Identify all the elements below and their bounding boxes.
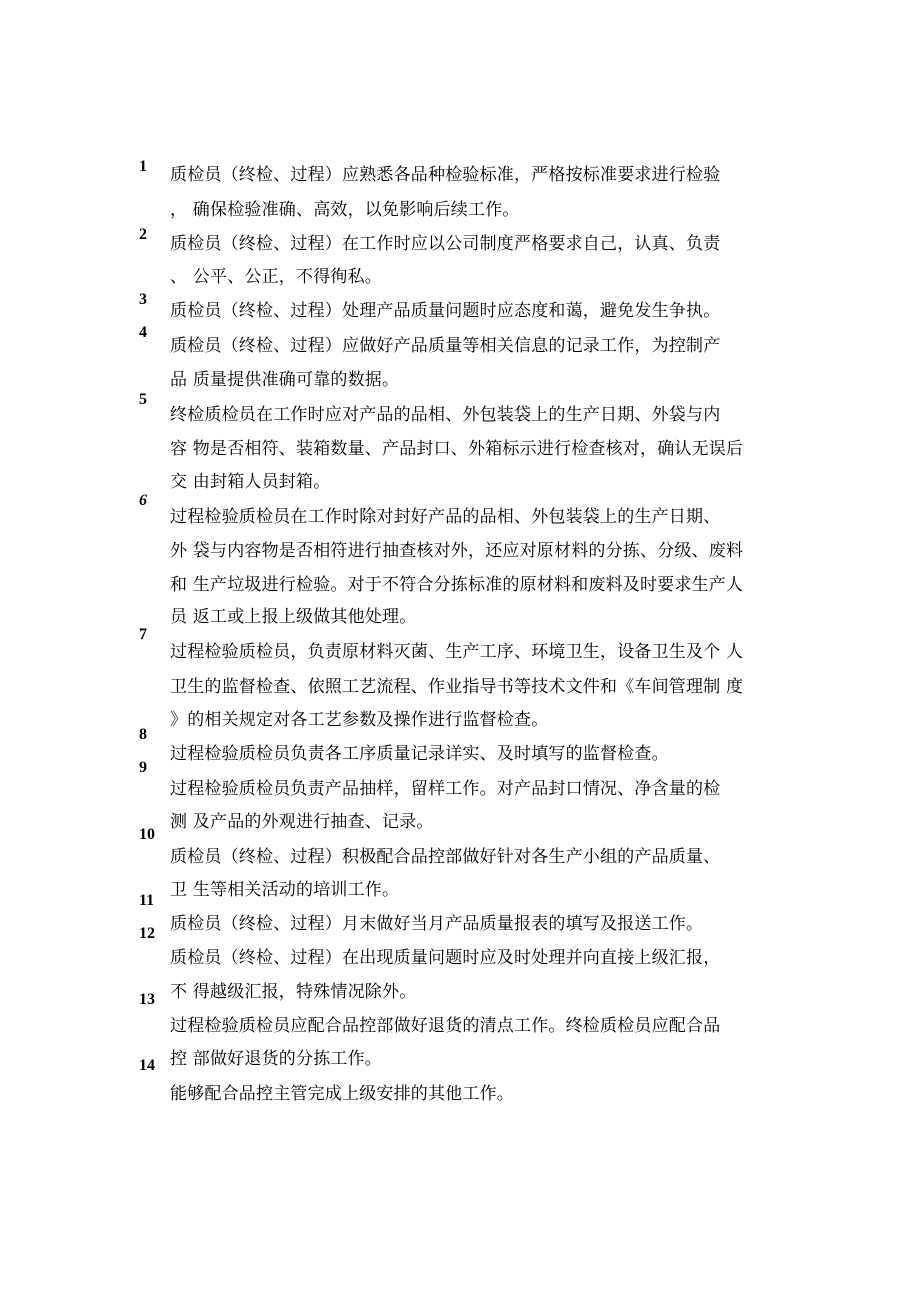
item-text-line: 控 部做好退货的分拣工作。 <box>170 1049 383 1069</box>
item-text-line: 质检员（终检、过程）应做好产品质量等相关信息的记录工作，为控制产 <box>170 336 721 356</box>
item-number: 7 <box>139 626 147 643</box>
item-text-line: 员 返工或上报上级做其他处理。 <box>170 607 417 627</box>
item-text-line: 质检员（终检、过程）处理产品质量问题时应态度和蔼，避免发生争执。 <box>170 301 721 321</box>
item-text-line: 质检员（终检、过程）在出现质量问题时应及时处理并向直接上级汇报， <box>170 948 721 968</box>
item-number: 4 <box>139 324 147 341</box>
item-number: 11 <box>139 892 155 909</box>
item-text-line: 过程检验质检员应配合品控部做好退货的清点工作。终检质检员应配合品 <box>170 1016 721 1036</box>
item-text-line: 容 物是否相符、装箱数量、产品封口、外箱标示进行检查核对，确认无误后 <box>170 439 744 459</box>
item-number: 9 <box>139 759 147 776</box>
item-text-line: 过程检验质检员在工作时除对封好产品的品相、外包装袋上的生产日期、 <box>170 507 721 527</box>
item-text-line: 、 公平、公正，不得徇私。 <box>170 267 383 287</box>
item-number: 10 <box>139 826 155 843</box>
item-text-line: 》的相关规定对各工艺参数及操作进行监督检查。 <box>170 710 549 730</box>
item-text-line: 外 袋与内容物是否相符进行抽查核对外，还应对原材料的分拣、分级、废料 <box>170 541 744 561</box>
item-text-line: 测 及产品的外观进行抽查、记录。 <box>170 812 434 832</box>
item-text-line: 品 质量提供准确可靠的数据。 <box>170 370 400 390</box>
item-text-line: 质检员（终检、过程）在工作时应以公司制度严格要求自己，认真、负责 <box>170 234 721 254</box>
item-number: 5 <box>139 391 147 408</box>
item-number: 14 <box>139 1057 155 1074</box>
item-number: 3 <box>139 291 147 308</box>
item-number: 12 <box>139 925 155 942</box>
item-text-line: 质检员（终检、过程）应熟悉各品种检验标准，严格按标准要求进行检验 <box>170 165 721 185</box>
item-text-line: 质检员（终检、过程）积极配合品控部做好针对各生产小组的产品质量、 <box>170 847 721 867</box>
item-text-line: ， 确保检验准确、高效，以免影响后续工作。 <box>170 200 520 220</box>
item-number: 2 <box>139 226 147 243</box>
item-text-line: 终检质检员在工作时应对产品的品相、外包装袋上的生产日期、外袋与内 <box>170 405 721 425</box>
item-text-line: 质检员（终检、过程）月末做好当月产品质量报表的填写及报送工作。 <box>170 914 704 934</box>
item-text-line: 过程检验质检员负责产品抽样，留样工作。对产品封口情况、净含量的检 <box>170 779 721 799</box>
item-text-line: 卫生的监督检查、依照工艺流程、作业指导书等技术文件和《车间管理制 度 <box>170 677 744 697</box>
item-text-line: 不 得越级汇报，特殊情况除外。 <box>170 982 417 1002</box>
item-number: 8 <box>139 726 147 743</box>
item-text-line: 交 由封箱人员封箱。 <box>170 472 331 492</box>
item-text-line: 和 生产垃圾进行检验。对于不符合分拣标准的原材料和废料及时要求生产人 <box>170 575 744 595</box>
item-number: 13 <box>139 991 155 1008</box>
item-text-line: 过程检验质检员负责各工序质量记录详实、及时填写的监督检查。 <box>170 744 669 764</box>
item-number: 6 <box>139 492 147 509</box>
item-number: 1 <box>139 158 147 175</box>
item-text-line: 卫 生等相关活动的培训工作。 <box>170 880 400 900</box>
item-text-line: 过程检验质检员，负责原材料灭菌、生产工序、环境卫生，设备卫生及个 人 <box>170 642 744 662</box>
item-text-line: 能够配合品控主管完成上级安排的其他工作。 <box>170 1084 514 1104</box>
